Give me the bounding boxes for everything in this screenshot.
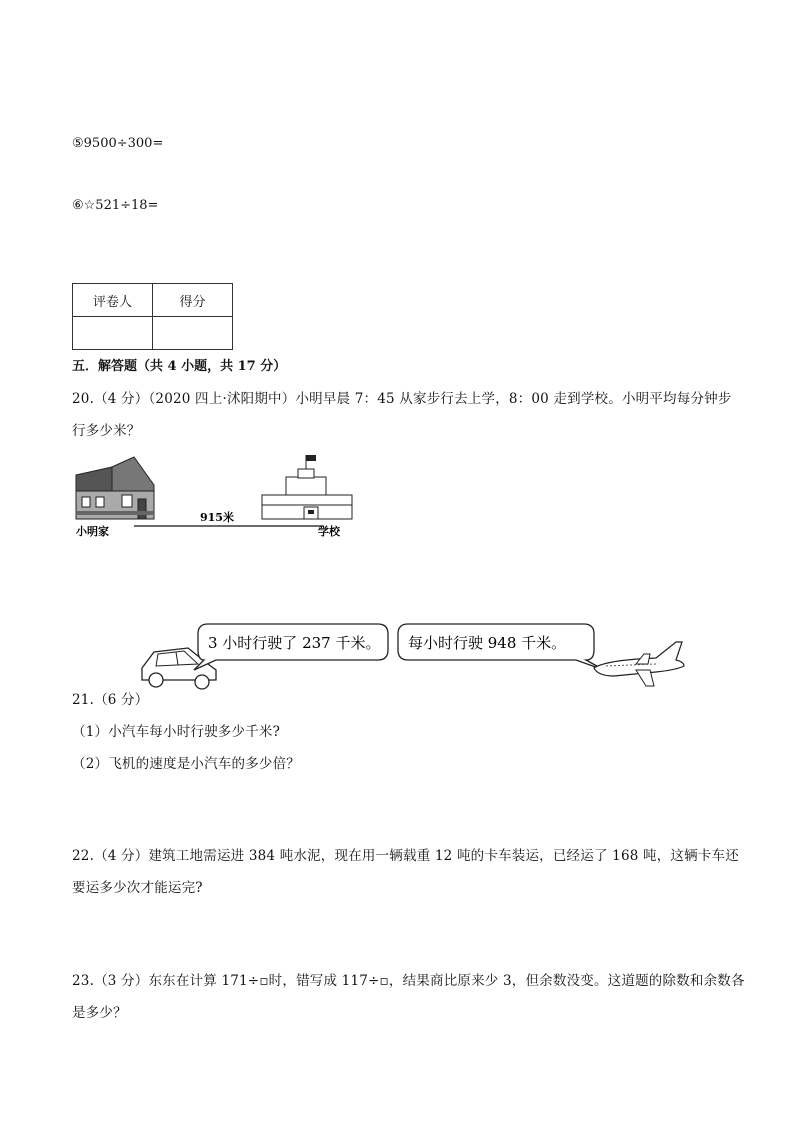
section-title: 五．解答题（共 4 小题，共 17 分） [72,359,287,374]
school-label: 学校 [318,525,340,538]
score-table-header-score: 得分 [153,284,233,317]
q21-figure [136,620,696,700]
airplane-icon [594,642,684,686]
q23-line-2: 是多少？ [72,1005,127,1021]
q21-sub-1: （1）小汽车每小时行驶多少千米? [72,724,281,740]
score-table-cell-score [153,317,233,350]
q22-line-1: 22.（4 分）建筑工地需运进 384 吨水泥，现在用一辆载重 12 吨的卡车装运，已经运了 168 吨，这辆卡车还 [72,848,739,864]
school-icon [262,455,352,519]
q23-line-1: 23.（3 分）东东在计算 171÷▫时，错写成 117÷▫，结果商比原来少 3，但余数没变。这道题的除数和余数各 [72,973,745,989]
house-icon [76,457,154,519]
home-label: 小明家 [76,525,109,538]
problem-5: ⑤9500÷300= [72,136,164,151]
score-table-header-grader: 评卷人 [73,284,153,317]
q20-figure [72,455,362,540]
q22-line-2: 要运多少次才能运完? [72,880,203,896]
score-table-cell-grader [73,317,153,350]
q20-line-1: 20.（4 分）（2020 四上·沭阳期中）小明早晨 7：45 从家步行去上学，8：00 走到学校。小明平均每分钟步 [72,391,732,407]
plane-bubble-text: 每小时行驶 948 千米。 [408,634,567,652]
q21-sub-2: （2）飞机的速度是小汽车的多少倍？ [72,756,300,772]
q21-head: 21.（6 分） [72,692,149,708]
distance-label: 915米 [200,511,234,524]
score-table [72,283,233,350]
q20-line-2: 行多少米？ [72,423,141,439]
car-bubble-text: 3 小时行驶了 237 千米。 [208,634,381,652]
problem-6: ⑥☆521÷18= [72,198,159,213]
